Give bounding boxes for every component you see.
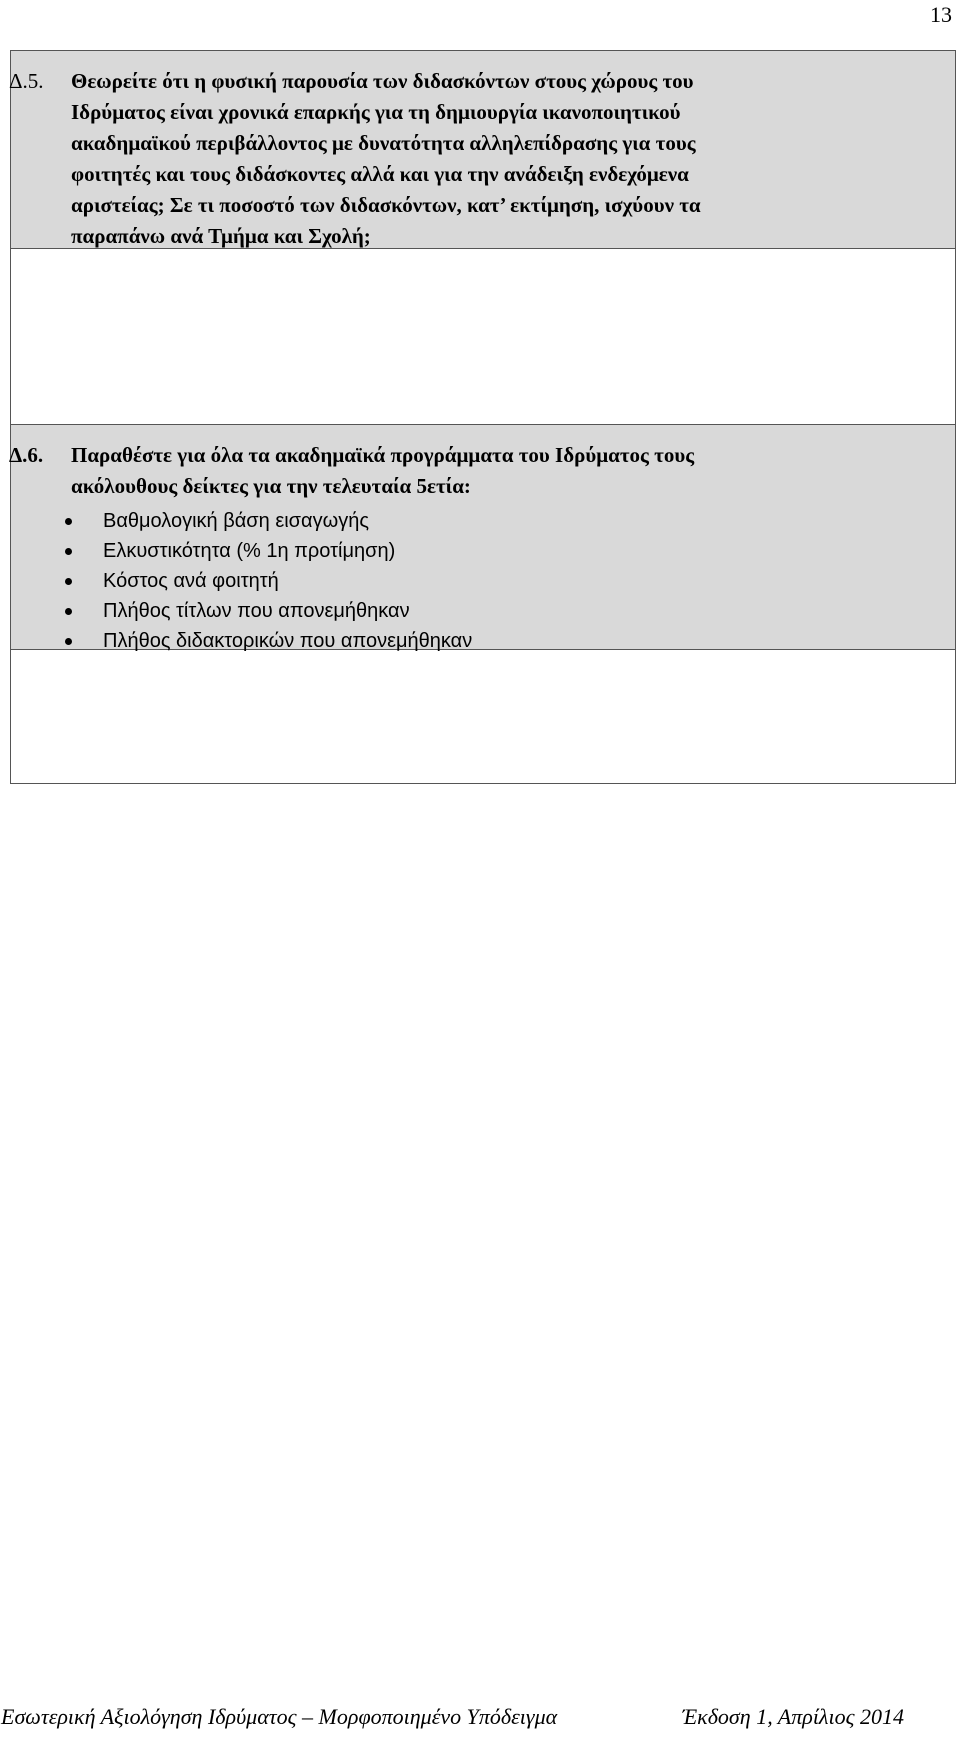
question-d5-line: ακαδημαϊκού περιβάλλοντος με δυνατότητα αλληλεπίδρασης για τους <box>71 131 696 155</box>
footer-version: Έκδοση 1, Απρίλιος 2014 <box>682 1704 904 1729</box>
question-d5-line: Θεωρείτε ότι η φυσική παρουσία των διδασκόντων στους χώρους του <box>71 69 694 93</box>
indicator-item: Πλήθος τίτλων που απονεμήθηκαν <box>103 596 955 626</box>
answer-d5-field[interactable] <box>11 249 955 425</box>
question-d6-row <box>11 425 955 650</box>
indicator-item: Κόστος ανά φοιτητή <box>103 566 955 596</box>
question-d5-line: παραπάνω ανά Τμήμα και Σχολή; <box>71 224 371 248</box>
indicator-item: Ελκυστικότητα (% 1η προτίμηση) <box>103 536 955 566</box>
indicators-list <box>11 506 955 656</box>
question-d5-row <box>11 51 955 249</box>
questions-table <box>10 50 956 784</box>
question-d6-text <box>11 425 955 502</box>
question-d6-line: ακόλουθους δείκτες για την τελευταία 5ετία: <box>71 474 471 498</box>
answer-d6-field[interactable] <box>11 650 955 783</box>
question-d5-line: αριστείας; Σε τι ποσοστό των διδασκόντων, κατ’ εκτίμηση, ισχύουν τα <box>71 193 701 217</box>
question-d6-line: Παραθέστε για όλα τα ακαδημαϊκά προγράμματα του Ιδρύματος τους <box>71 443 695 467</box>
footer-document-title: Εσωτερική Αξιολόγηση Ιδρύματος – Μορφοποιημένο Υπόδειγμα <box>1 1704 558 1729</box>
indicator-item: Πλήθος διδακτορικών που απονεμήθηκαν <box>103 626 955 656</box>
indicator-item: Βαθμολογική βάση εισαγωγής <box>103 506 955 536</box>
question-d5-line: φοιτητές και τους διδάσκοντες αλλά και για την ανάδειξη ενδεχόμενα <box>71 162 689 186</box>
question-d5-line: Ιδρύματος είναι χρονικά επαρκής για τη δημιουργία ικανοποιητικού <box>71 100 681 124</box>
question-d5-text <box>11 51 955 252</box>
question-d6-number: Δ.6. <box>9 443 44 467</box>
question-d5-number: Δ.5. <box>9 69 44 93</box>
page-number: 13 <box>930 2 952 27</box>
